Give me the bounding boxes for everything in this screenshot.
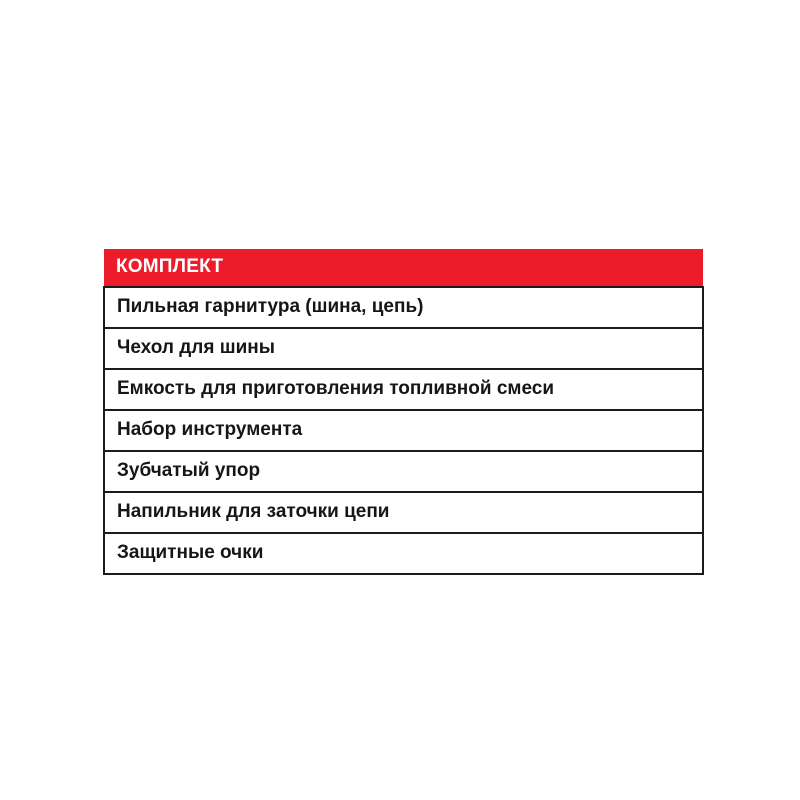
table-row bbox=[104, 492, 703, 533]
kit-item-label: Чехол для шины bbox=[104, 328, 703, 369]
table-row bbox=[104, 410, 703, 451]
kit-item-label: Пильная гарнитура (шина, цепь) bbox=[104, 287, 703, 328]
table-header-label: КОМПЛЕКТ bbox=[104, 249, 703, 287]
table-header-row bbox=[104, 249, 703, 287]
kit-contents-table-body bbox=[104, 249, 703, 574]
kit-item-label: Напильник для заточки цепи bbox=[104, 492, 703, 533]
table-row bbox=[104, 369, 703, 410]
table-row bbox=[104, 328, 703, 369]
kit-item-label: Зубчатый упор bbox=[104, 451, 703, 492]
kit-contents-table bbox=[103, 249, 704, 575]
kit-item-label: Набор инструмента bbox=[104, 410, 703, 451]
kit-item-label: Защитные очки bbox=[104, 533, 703, 574]
table-row bbox=[104, 287, 703, 328]
table-row bbox=[104, 533, 703, 574]
table-row bbox=[104, 451, 703, 492]
kit-item-label: Емкость для приготовления топливной смеси bbox=[104, 369, 703, 410]
